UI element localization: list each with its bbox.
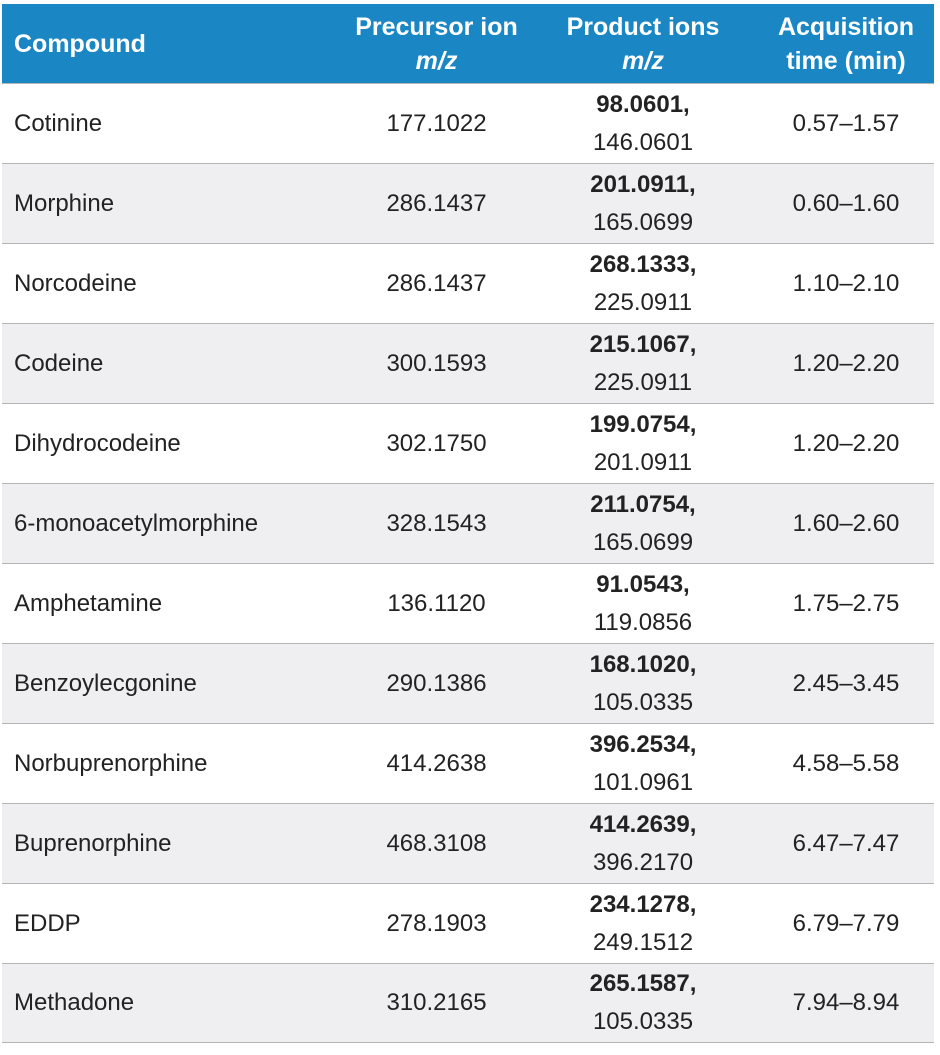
header-acquisition-label: Acquisition (777, 12, 915, 41)
table-header (2, 4, 934, 83)
product-ion-primary: 168.1020, (589, 650, 697, 678)
compound-cell: Dihydrocodeine (14, 429, 181, 457)
product-ion-secondary: 249.1512 (592, 928, 694, 956)
precursor-cell: 136.1120 (387, 589, 486, 617)
product-ions-cell (528, 646, 758, 722)
product-ion-primary: 265.1587, (589, 970, 697, 997)
product-ions-cell (528, 886, 758, 962)
product-ions-cell (528, 806, 758, 882)
acquisition-time-cell: 1.20–2.20 (792, 349, 900, 377)
header-acquisition (758, 10, 934, 78)
product-ion-secondary: 225.0911 (593, 288, 693, 316)
acquisition-time-cell: 6.47–7.47 (792, 829, 900, 857)
product-ions-cell (528, 166, 758, 242)
table-row (2, 163, 934, 243)
compound-cell: Buprenorphine (14, 829, 172, 857)
acquisition-time-cell: 1.60–2.60 (792, 509, 900, 537)
precursor-cell: 278.1903 (386, 909, 487, 937)
product-ion-primary: 396.2534, (589, 730, 697, 758)
table-row (2, 323, 934, 403)
header-product (528, 10, 758, 78)
acquisition-time-cell: 7.94–8.94 (792, 989, 900, 1016)
product-ions-cell (528, 246, 758, 322)
product-ion-secondary: 105.0335 (592, 1008, 694, 1035)
product-ion-primary: 201.0911, (590, 170, 696, 198)
acquisition-time-cell: 6.79–7.79 (792, 909, 900, 937)
table-row (2, 883, 934, 963)
product-ion-primary: 91.0543, (596, 570, 690, 598)
product-ion-primary: 215.1067, (589, 330, 697, 358)
compound-cell: 6-monoacetylmorphine (14, 509, 259, 537)
header-precursor-unit: m/z (415, 46, 458, 75)
acquisition-time-cell: 1.75–2.75 (792, 589, 900, 617)
product-ion-primary: 268.1333, (589, 250, 697, 278)
precursor-cell: 310.2165 (386, 989, 487, 1016)
product-ions-cell (528, 86, 758, 162)
product-ion-secondary: 201.0911 (593, 448, 693, 476)
header-compound: Compound (14, 29, 146, 58)
product-ion-secondary: 146.0601 (592, 128, 694, 156)
product-ion-secondary: 165.0699 (592, 528, 694, 556)
product-ion-secondary: 105.0335 (592, 688, 694, 716)
compound-cell: Methadone (14, 989, 135, 1016)
product-ion-primary: 211.0754, (590, 490, 696, 518)
precursor-cell: 177.1022 (386, 109, 487, 137)
table-row (2, 483, 934, 563)
compound-cell: Amphetamine (14, 589, 163, 617)
table-row (2, 963, 934, 1043)
compound-cell: Codeine (14, 349, 104, 377)
precursor-cell: 414.2638 (386, 749, 487, 777)
table-row (2, 643, 934, 723)
header-acquisition-unit: time (min) (786, 46, 906, 75)
table-row (2, 803, 934, 883)
product-ions-cell (528, 726, 758, 802)
header-precursor (345, 10, 528, 78)
acquisition-time-cell: 0.60–1.60 (792, 189, 900, 217)
compound-cell: EDDP (14, 909, 81, 937)
compound-cell: Norcodeine (14, 269, 137, 297)
product-ions-cell (528, 406, 758, 482)
precursor-cell: 286.1437 (386, 269, 487, 297)
table-row (2, 723, 934, 803)
table-row (2, 83, 934, 163)
product-ion-primary: 414.2639, (589, 810, 697, 838)
table-row (2, 403, 934, 483)
product-ion-primary: 234.1278, (589, 890, 697, 918)
product-ions-cell (528, 965, 758, 1041)
product-ion-secondary: 165.0699 (592, 208, 694, 236)
table-row (2, 563, 934, 643)
compound-cell: Cotinine (14, 109, 103, 137)
acquisition-time-cell: 1.10–2.10 (792, 269, 900, 297)
acquisition-time-cell: 4.58–5.58 (792, 749, 900, 777)
compound-table (2, 4, 934, 1043)
precursor-cell: 290.1386 (386, 669, 487, 697)
product-ions-cell (528, 566, 758, 642)
product-ions-cell (528, 486, 758, 562)
compound-cell: Norbuprenorphine (14, 749, 208, 777)
precursor-cell: 328.1543 (386, 509, 487, 537)
product-ion-secondary: 119.0856 (593, 608, 693, 636)
header-product-label: Product ions (566, 12, 720, 41)
precursor-cell: 302.1750 (386, 429, 487, 457)
precursor-cell: 468.3108 (386, 829, 487, 857)
acquisition-time-cell: 2.45–3.45 (792, 669, 900, 697)
header-product-unit: m/z (622, 46, 664, 75)
product-ion-primary: 98.0601, (596, 90, 690, 118)
table-row (2, 243, 934, 323)
precursor-cell: 286.1437 (386, 189, 487, 217)
product-ion-primary: 199.0754, (589, 410, 697, 438)
acquisition-time-cell: 1.20–2.20 (792, 429, 900, 457)
product-ion-secondary: 101.0961 (592, 768, 694, 796)
product-ions-cell (528, 326, 758, 402)
compound-cell: Benzoylecgonine (14, 669, 197, 697)
header-precursor-label: Precursor ion (355, 12, 518, 41)
product-ion-secondary: 396.2170 (592, 848, 694, 876)
compound-cell: Morphine (14, 189, 115, 217)
table-body (2, 83, 934, 1043)
product-ion-secondary: 225.0911 (593, 368, 693, 396)
precursor-cell: 300.1593 (386, 349, 487, 377)
acquisition-time-cell: 0.57–1.57 (792, 109, 900, 137)
